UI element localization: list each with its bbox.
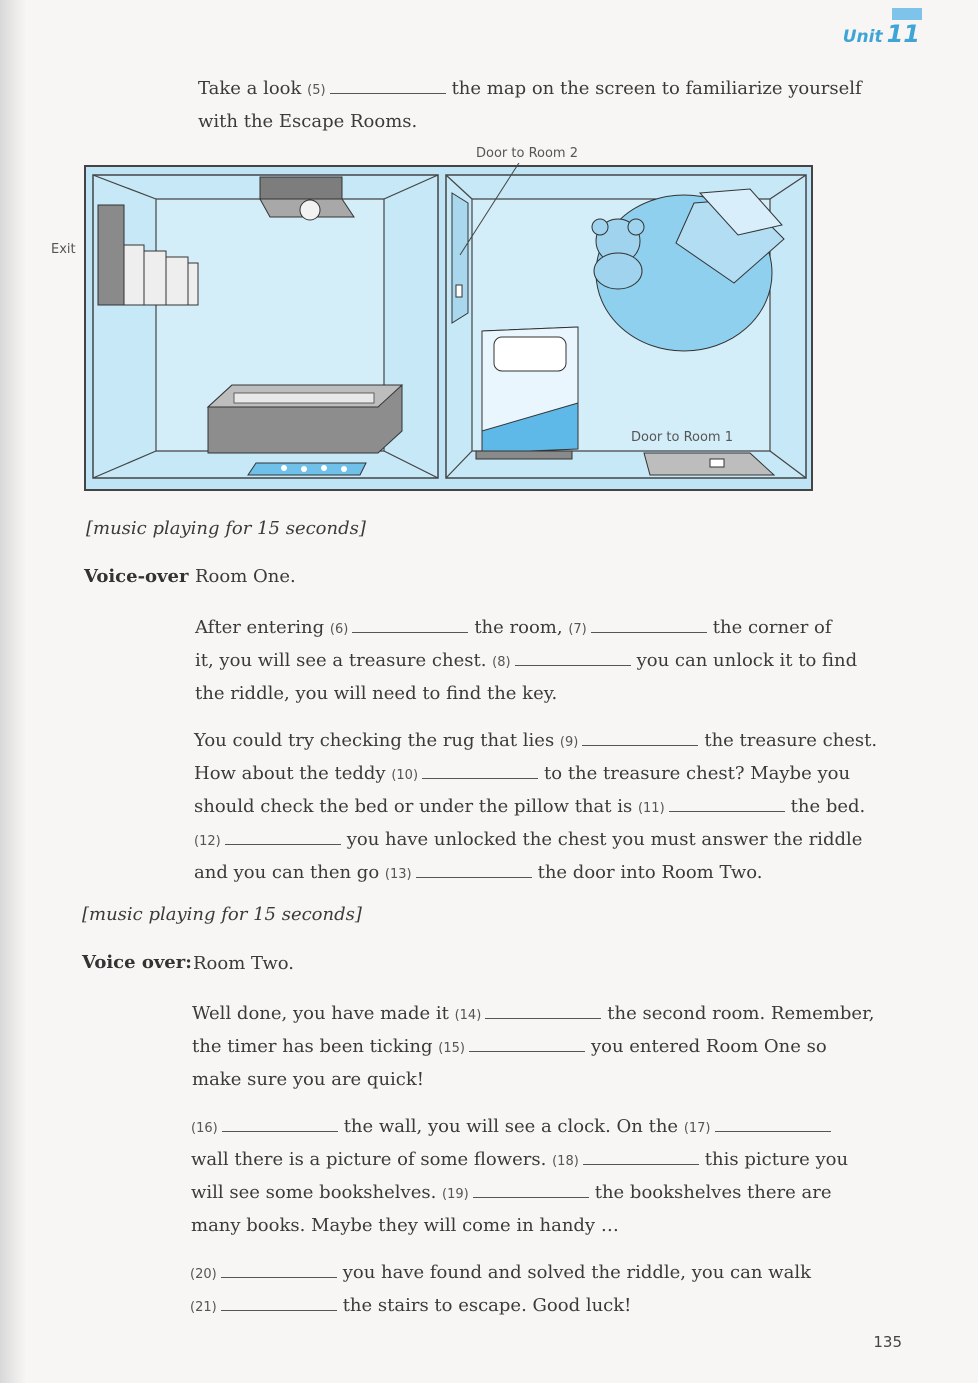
stone-box [208, 385, 402, 453]
stage-direction: [music playing for 15 seconds] [86, 518, 366, 539]
bed [476, 327, 578, 459]
answer-blank[interactable] [469, 1031, 585, 1052]
answer-blank[interactable] [221, 1257, 337, 1278]
text: to the treasure chest? Maybe you [544, 763, 851, 784]
text: you entered Room One so [590, 1036, 827, 1057]
room-one-paragraph-1 [195, 611, 857, 710]
room-heading: Room Two. [193, 953, 295, 974]
answer-blank[interactable] [422, 758, 538, 779]
teddy-bear [592, 219, 644, 289]
answer-blank[interactable] [583, 1144, 699, 1165]
book-spine-shadow [0, 0, 26, 1383]
blank-number: (10) [391, 768, 419, 783]
room-one-paragraph-2 [194, 724, 877, 889]
text: the room, [474, 617, 563, 638]
text: Well done, you have made it [192, 1003, 449, 1024]
label-door-to-room-2: Door to Room 2 [476, 146, 579, 161]
label-exit: Exit [51, 242, 76, 257]
text: the riddle, you will need to find the key. [195, 683, 558, 704]
unit-tab-accent [892, 8, 922, 20]
blank-number: (13) [384, 867, 412, 882]
blank-number: (15) [438, 1041, 465, 1056]
text: the bookshelves there are [594, 1182, 832, 1203]
blank-number: (18) [552, 1154, 579, 1169]
blank-number: (17) [683, 1121, 711, 1136]
intro-text: with the Escape Rooms. [198, 111, 418, 132]
answer-blank[interactable] [515, 645, 631, 666]
flower-rug [248, 463, 366, 475]
text: you can unlock it to find [636, 650, 858, 671]
unit-number: 11 [886, 20, 920, 48]
room-heading: Room One. [195, 566, 296, 587]
room-two-paragraph-1 [192, 997, 874, 1096]
intro-text: Take a look [198, 78, 302, 99]
answer-blank[interactable] [591, 612, 707, 633]
answer-blank[interactable] [715, 1111, 831, 1132]
intro-text: the map on the screen to familiarize yourself [451, 78, 862, 99]
unit-header [843, 20, 920, 48]
speaker-voice-over: Voice-over [84, 566, 189, 587]
label-door-to-room-1: Door to Room 1 [631, 430, 734, 445]
blank-number: (20) [190, 1267, 217, 1282]
text: should check the bed or under the pillow that is [194, 796, 633, 817]
unit-label: Unit [842, 27, 883, 47]
answer-blank[interactable] [221, 1290, 337, 1311]
stage-direction: [music playing for 15 seconds] [82, 904, 362, 925]
blank-number: (16) [191, 1121, 218, 1136]
text: the timer has been ticking [192, 1036, 433, 1057]
blank-number: (19) [442, 1187, 469, 1202]
answer-blank[interactable] [225, 824, 341, 845]
text: After entering [195, 617, 325, 638]
answer-blank[interactable] [352, 612, 468, 633]
blank-number: (5) [307, 83, 326, 98]
text: you have unlocked the chest you must answer the riddle [346, 829, 863, 850]
answer-blank[interactable] [669, 791, 785, 812]
speaker-voice-over: Voice over: [82, 952, 192, 973]
text: the door into Room Two. [537, 862, 763, 883]
answer-blank[interactable] [582, 725, 698, 746]
intro-paragraph [198, 72, 862, 138]
page-number: 135 [873, 1333, 902, 1351]
answer-blank[interactable] [416, 857, 532, 878]
blank-number: (14) [454, 1008, 482, 1023]
answer-blank[interactable] [485, 998, 601, 1019]
text: the second room. Remember, [607, 1003, 875, 1024]
text: will see some bookshelves. [191, 1182, 437, 1203]
blank-number: (8) [492, 655, 511, 670]
text: the stairs to escape. Good luck! [342, 1295, 632, 1316]
text: the corner of [712, 617, 832, 638]
text: it, you will see a treasure chest. [195, 650, 487, 671]
answer-blank[interactable] [330, 73, 446, 94]
room-two-paragraph-2 [191, 1110, 848, 1242]
text: the wall, you will see a clock. On the [343, 1116, 679, 1137]
room-two-paragraph-3 [190, 1256, 811, 1322]
text: the treasure chest. [704, 730, 878, 751]
blank-number: (7) [568, 622, 587, 637]
blank-number: (11) [637, 801, 665, 816]
text: make sure you are quick! [192, 1069, 425, 1090]
text: this picture you [704, 1149, 849, 1170]
text: many books. Maybe they will come in handy … [191, 1215, 619, 1236]
text: wall there is a picture of some flowers. [191, 1149, 547, 1170]
blank-number: (9) [559, 735, 579, 750]
clock [260, 177, 354, 220]
blank-number: (21) [190, 1300, 217, 1315]
text: and you can then go [194, 862, 380, 883]
answer-blank[interactable] [473, 1177, 589, 1198]
text: you have found and solved the riddle, you can walk [342, 1262, 811, 1283]
text: You could try checking the rug that lies [194, 730, 555, 751]
text: How about the teddy [194, 763, 386, 784]
text: the bed. [790, 796, 866, 817]
blank-number: (6) [329, 622, 349, 637]
answer-blank[interactable] [222, 1111, 338, 1132]
blank-number: (12) [194, 834, 221, 849]
